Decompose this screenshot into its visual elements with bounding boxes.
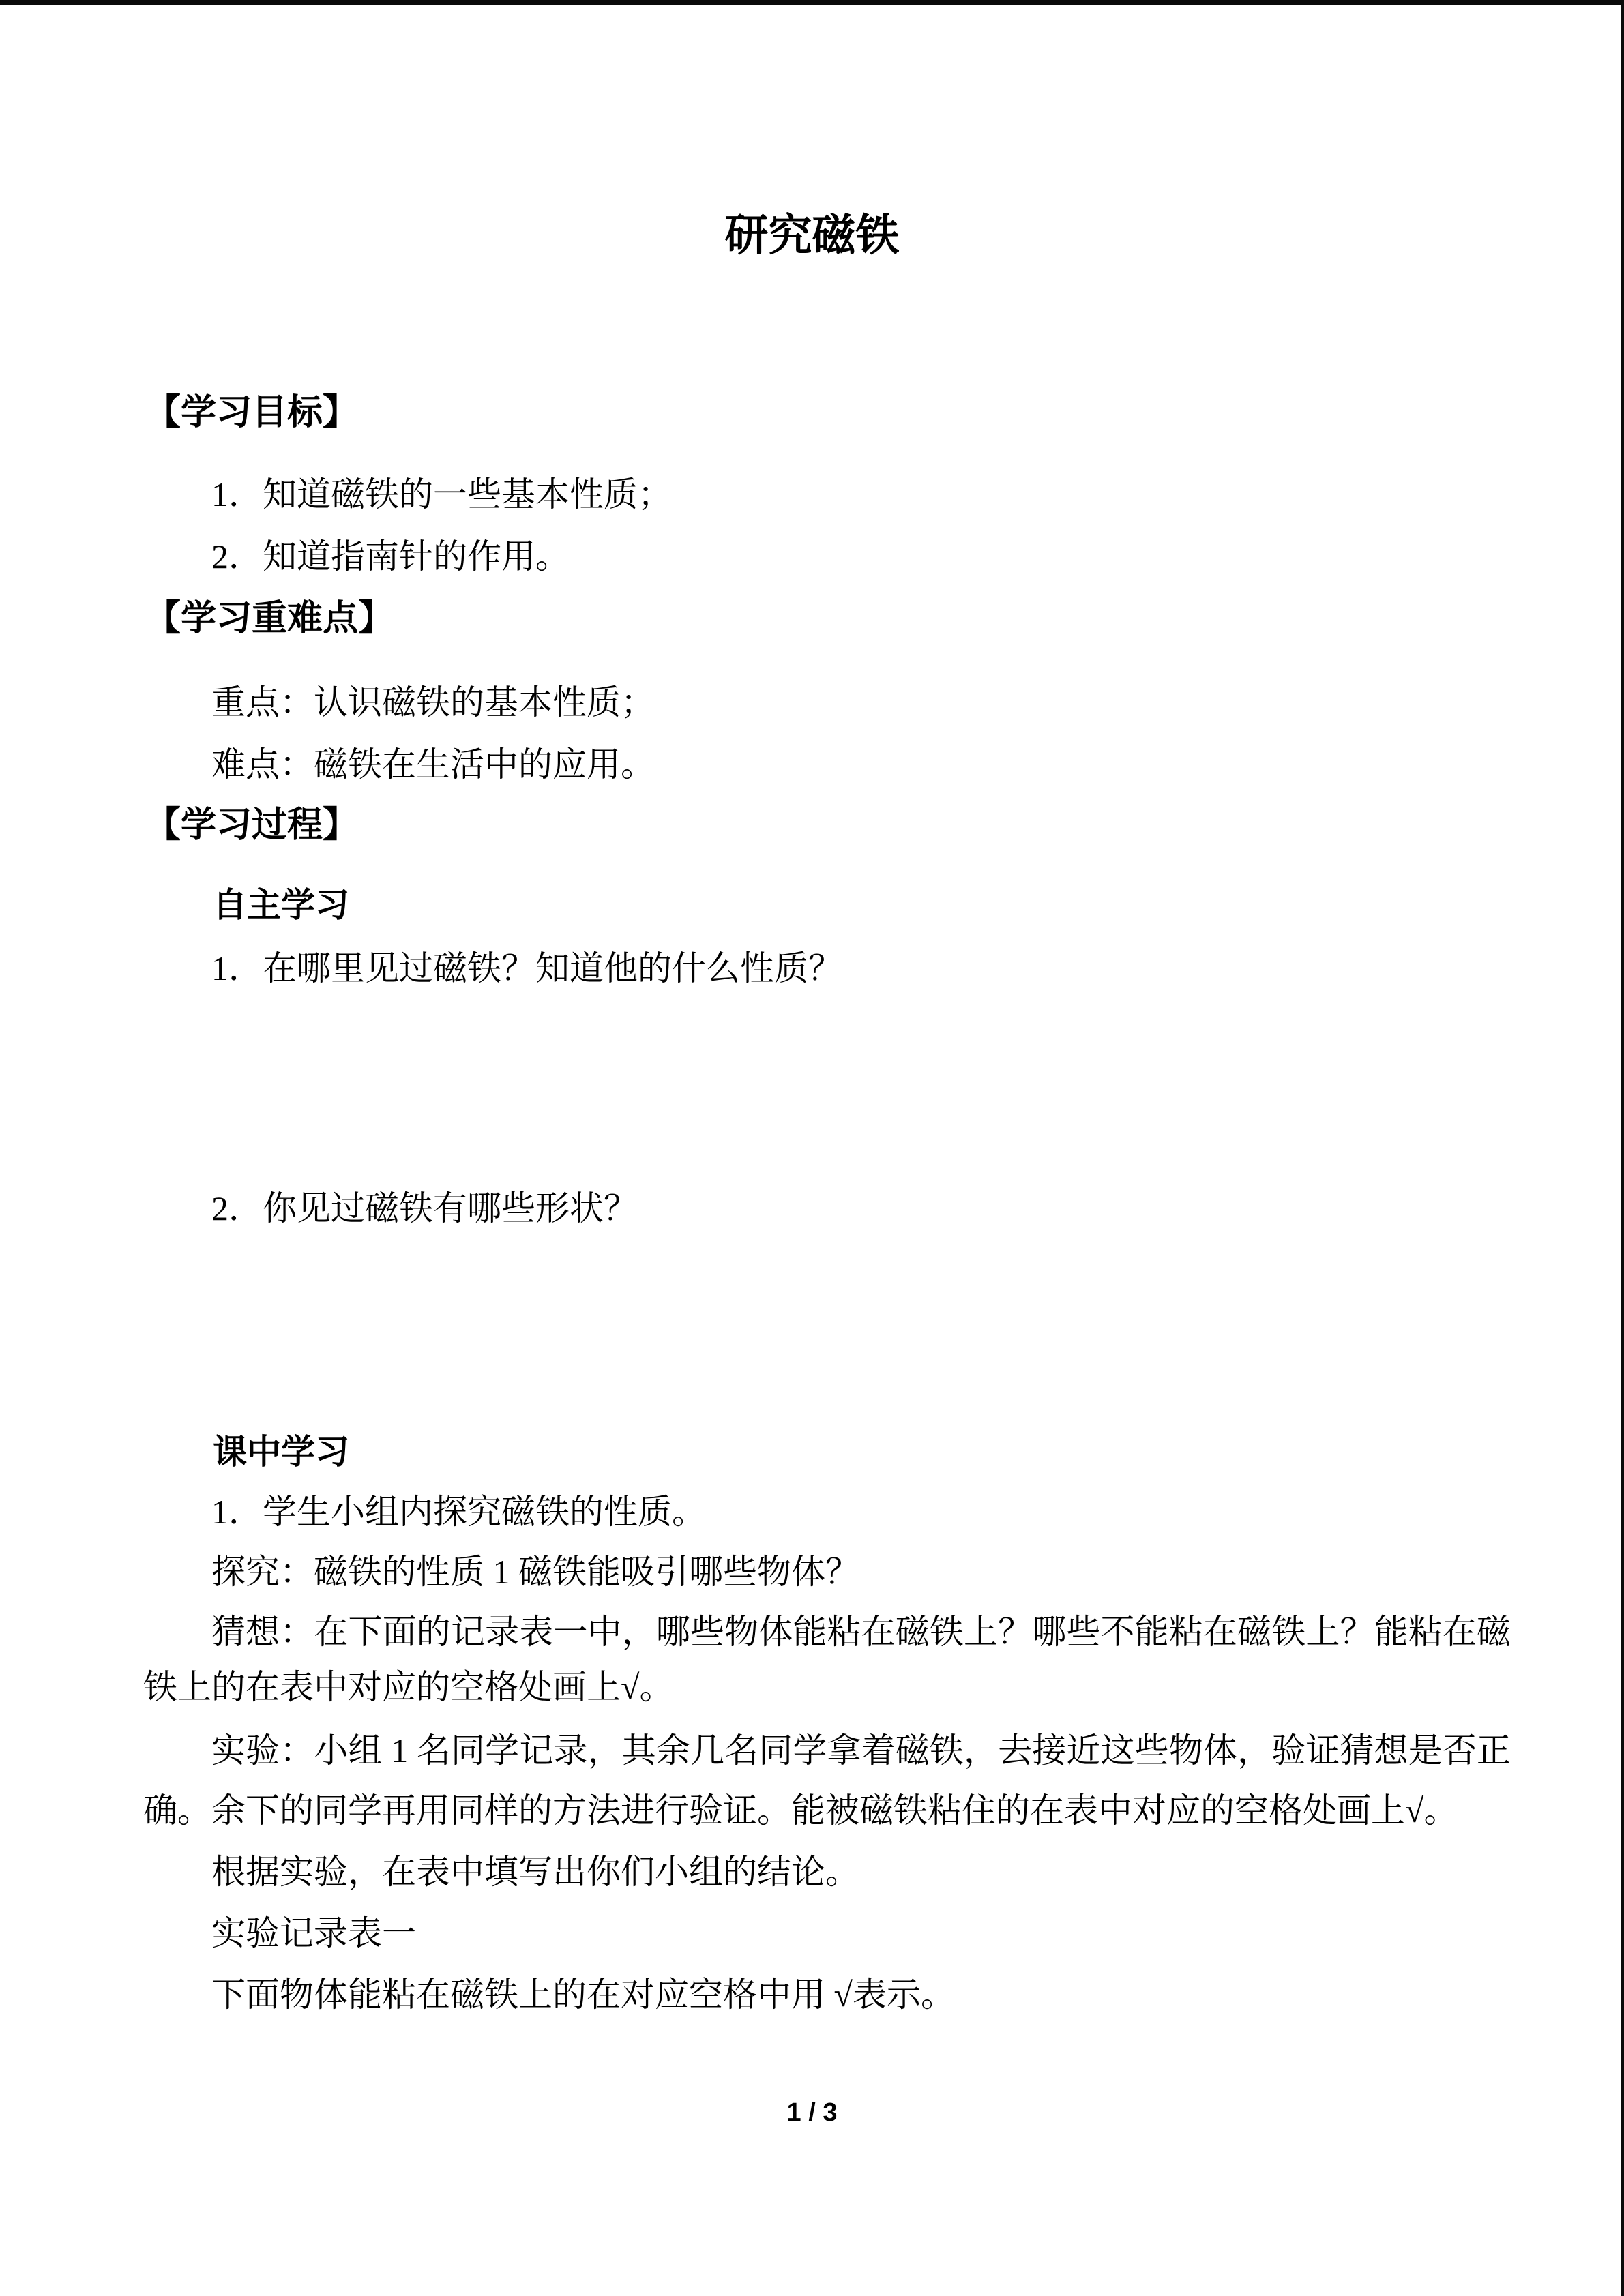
subheading-in-class-study: 课中学习 [213,1433,349,1471]
section-heading-learning-goals: 【学习目标】 [145,393,359,432]
page-title: 研究磁铁 [724,211,900,260]
in-class-line-conclusion: 根据实验，在表中填写出你们小组的结论。 [211,1853,859,1891]
difficult-point-item: 难点：磁铁在生活中的应用。 [211,745,655,784]
self-study-question-1: 1．在哪里见过磁铁？知道他的什么性质？ [211,949,842,987]
in-class-line-record-table-note: 下面物体能粘在磁铁上的在对应空格中用 √表示。 [211,1976,955,2014]
page-top-border [0,0,1624,5]
learning-goal-item-2: 2．知道指南针的作用。 [211,537,570,576]
in-class-line-record-table-title: 实验记录表一 [211,1914,416,1952]
in-class-line-guess-2: 铁上的在表中对应的空格处画上√。 [143,1668,674,1706]
in-class-line-explore-intro: 1．学生小组内探究磁铁的性质。 [211,1493,706,1531]
in-class-line-experiment-1: 实验：小组 1 名同学记录，其余几名同学拿着磁铁，去接近这些物体，验证猜想是否正 [211,1731,1511,1770]
section-heading-learning-process: 【学习过程】 [145,806,359,845]
page-number: 1 / 3 [786,2098,838,2127]
subheading-self-study: 自主学习 [213,886,349,924]
in-class-line-guess-1: 猜想：在下面的记录表一中，哪些物体能粘在磁铁上？哪些不能粘在磁铁上？能粘在磁 [211,1613,1511,1651]
page-right-border [1621,0,1624,2296]
key-point-item: 重点：认识磁铁的基本性质； [211,683,655,721]
learning-goal-item-1: 1．知道磁铁的一些基本性质； [211,475,672,513]
in-class-line-explore-question: 探究：磁铁的性质 1 磁铁能吸引哪些物体？ [211,1553,859,1591]
in-class-line-experiment-2: 确。余下的同学再用同样的方法进行验证。能被磁铁粘住的在表中对应的空格处画上√。 [143,1791,1458,1830]
self-study-question-2: 2．你见过磁铁有哪些形状？ [211,1189,638,1227]
section-heading-key-difficult-points: 【学习重难点】 [145,599,394,638]
